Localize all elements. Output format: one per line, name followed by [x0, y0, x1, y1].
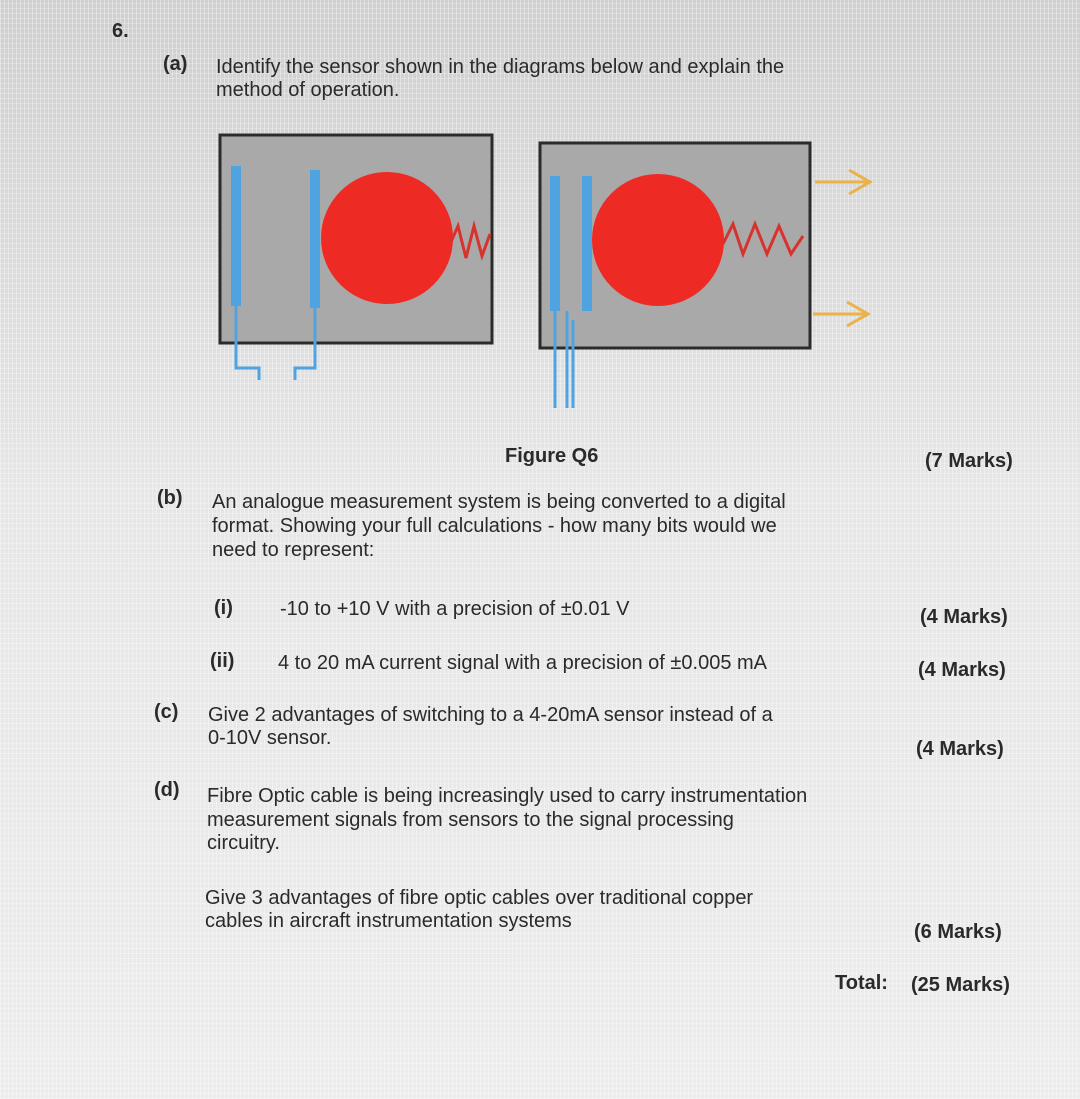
capacitor-plate-right-1 — [550, 176, 560, 311]
sensor-diagram-left — [220, 135, 492, 380]
question-number: 6. — [112, 20, 129, 42]
part-a-marks: (7 Marks) — [925, 450, 1013, 472]
total-label: Total: — [835, 972, 888, 994]
figure-q6-diagram — [215, 130, 885, 420]
part-c-marks: (4 Marks) — [916, 738, 1004, 760]
acceleration-arrow-icon-top — [815, 170, 870, 194]
capacitor-plate-left-2 — [310, 170, 320, 308]
part-b-i-text: -10 to +10 V with a precision of ±0.01 V — [280, 598, 630, 620]
figure-caption: Figure Q6 — [505, 445, 599, 467]
part-d-line-2: measurement signals from sensors to the signal processing — [207, 809, 734, 831]
capacitor-plate-left-1 — [231, 166, 241, 306]
part-b-ii-text: 4 to 20 mA current signal with a precision of ±0.005 mA — [278, 652, 768, 674]
part-c-line-2: 0-10V sensor. — [208, 727, 332, 749]
part-d-label: (d) — [154, 779, 180, 801]
part-b-label: (b) — [157, 487, 183, 509]
part-d-line-4: Give 3 advantages of fibre optic cables over traditional copper — [205, 887, 754, 909]
part-d-line-1: Fibre Optic cable is being increasingly used to carry instrumentation — [207, 785, 808, 807]
part-b-i-label: (i) — [214, 597, 233, 619]
part-d-line-3: circuitry. — [207, 832, 280, 854]
part-d-marks: (6 Marks) — [914, 921, 1002, 943]
part-c-line-1: Give 2 advantages of switching to a 4-20mA sensor instead of a — [208, 704, 773, 726]
capacitor-plate-right-2 — [582, 176, 592, 311]
sensor-diagram-right — [540, 143, 870, 408]
part-b-line-2: format. Showing your full calculations - how many bits would we — [212, 515, 777, 537]
part-b-line-3: need to represent: — [212, 539, 375, 561]
part-c-label: (c) — [154, 701, 179, 723]
acceleration-arrow-icon-bottom — [813, 302, 868, 326]
part-a-line-1: Identify the sensor shown in the diagrams below and explain the — [216, 56, 785, 78]
part-b-line-1: An analogue measurement system is being converted to a digital — [212, 491, 786, 513]
seismic-mass-left — [321, 172, 453, 304]
part-d-line-5: cables in aircraft instrumentation systems — [205, 910, 572, 932]
part-b-ii-marks: (4 Marks) — [918, 659, 1006, 681]
part-a-line-2: method of operation. — [216, 79, 400, 101]
total-marks: (25 Marks) — [911, 974, 1010, 996]
part-a-label: (a) — [163, 53, 188, 75]
part-b-i-marks: (4 Marks) — [920, 606, 1008, 628]
part-b-ii-label: (ii) — [210, 650, 235, 672]
seismic-mass-right — [592, 174, 724, 306]
